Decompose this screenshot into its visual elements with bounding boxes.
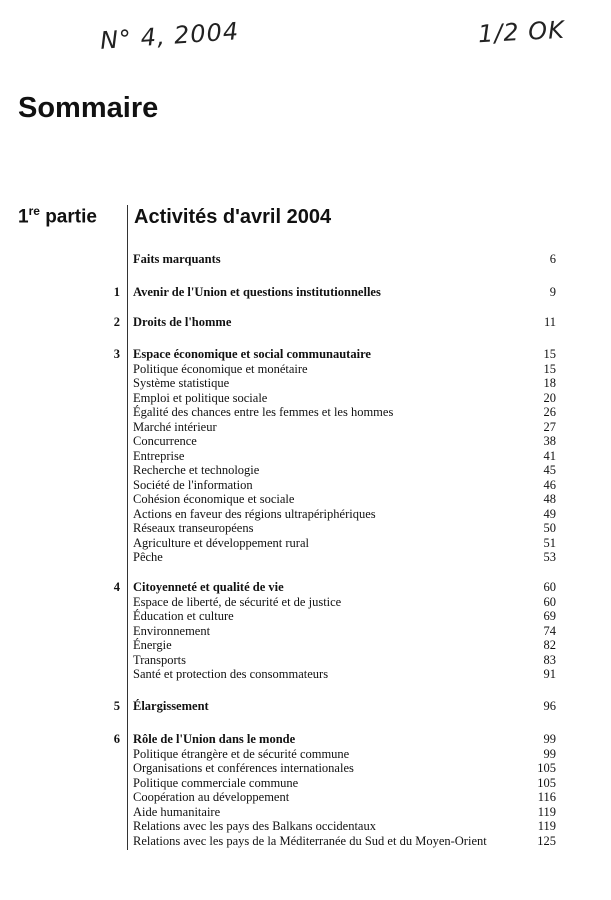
page-number: 6 [549,252,556,266]
page-number: 69 [543,609,556,623]
section-number: 4 [113,580,120,594]
section-heading-row[interactable] [0,347,611,362]
entry-label: Organisations et conférences internationales [133,761,354,775]
page-number: 83 [543,652,556,667]
entry-label: Relations avec les pays de la Méditerranée du Sud et du Moyen-Orient [133,833,487,848]
entry-label: Énergie [133,638,172,652]
entry-label: Concurrence [133,434,197,448]
page-number: 26 [543,405,556,419]
entry-label: Politique commerciale commune [133,775,299,790]
entry-label: Politique étrangère et de sécurité commune [133,746,350,761]
section-number: 6 [113,732,120,746]
entry-label: Transports [133,652,187,667]
section-heading: Espace économique et social communautaire [133,347,371,361]
section-number: 1 [113,285,120,299]
toc-entry[interactable] [0,638,611,653]
page-number: 45 [543,463,556,477]
toc-entry[interactable] [0,776,611,791]
section-heading-row[interactable] [0,580,611,595]
entry-label: Marché intérieur [133,419,217,434]
toc-entry[interactable] [0,790,611,805]
page-number: 50 [543,521,556,535]
page-number: 116 [537,790,556,804]
toc-section [0,252,611,267]
toc-entry[interactable] [0,463,611,478]
section-heading: Droits de l'homme [133,315,232,329]
section-heading: Avenir de l'Union et questions institutionnelles [133,285,381,299]
entry-label: Espace de liberté, de sécurité et de justice [133,594,342,609]
section-number: 3 [113,347,120,361]
page-number: 11 [543,315,556,329]
toc-entry[interactable] [0,747,611,762]
section-heading-row[interactable] [0,252,611,267]
page-number: 105 [537,761,556,775]
toc-section [0,315,611,330]
entry-label: Réseaux transeuropéens [133,521,254,535]
page-number: 41 [543,448,556,463]
page-number: 15 [543,347,556,361]
toc-section [0,580,611,682]
entry-label: Société de l'information [133,477,253,492]
entry-label: Relations avec les pays des Balkans occidentaux [133,819,376,833]
entry-label: Système statistique [133,376,230,390]
section-number: 5 [113,699,120,713]
toc-entry[interactable] [0,609,611,624]
page-number: 18 [543,376,556,390]
section-number: 2 [113,315,120,329]
part-label-number: 1 [18,206,29,228]
entry-label: Entreprise [133,448,185,463]
entry-label: Aide humanitaire [133,804,221,819]
page-number: 119 [537,804,556,819]
toc-section [0,732,611,848]
page-number: 82 [543,638,556,652]
entry-label: Recherche et technologie [133,463,260,477]
part-title: Activités d'avril 2004 [134,206,332,228]
toc-entry[interactable] [0,420,611,435]
page-number: 27 [543,419,556,434]
entry-label: Politique économique et monétaire [133,361,308,376]
page-number: 99 [543,732,556,746]
toc-entry[interactable] [0,391,611,406]
toc-section [0,347,611,565]
toc-entry[interactable] [0,653,611,668]
toc-entry[interactable] [0,834,611,849]
page-number: 15 [543,361,556,376]
toc-entry[interactable] [0,478,611,493]
section-heading: Faits marquants [133,252,221,266]
toc-entry[interactable] [0,761,611,776]
page-number: 9 [549,285,556,299]
entry-label: Coopération au développement [133,790,290,804]
toc-entry[interactable] [0,624,611,639]
toc-entry[interactable] [0,550,611,565]
toc-section [0,699,611,714]
page-number: 96 [543,699,556,713]
page-number: 60 [543,594,556,609]
entry-label: Agriculture et développement rural [133,535,309,550]
part-label [18,204,97,228]
page-number: 38 [543,434,556,448]
page-number: 105 [537,775,556,790]
toc-entry[interactable] [0,805,611,820]
handwritten-check-note: 1/2 OK [477,15,566,49]
section-heading: Élargissement [133,699,209,713]
section-heading-row[interactable] [0,699,611,714]
toc-entry[interactable] [0,595,611,610]
section-heading: Citoyenneté et qualité de vie [133,580,284,594]
toc-entry[interactable] [0,376,611,391]
toc-entry[interactable] [0,449,611,464]
page-number: 60 [543,580,556,594]
entry-label: Actions en faveur des régions ultrapériphériques [133,506,376,521]
page-number: 74 [543,623,556,638]
toc-entry[interactable] [0,521,611,536]
part-label-word: partie [39,206,97,228]
toc-entry[interactable] [0,492,611,507]
page-number: 20 [543,390,556,405]
toc-entry[interactable] [0,434,611,449]
entry-label: Santé et protection des consommateurs [133,667,329,681]
toc-entry[interactable] [0,536,611,551]
page-number: 51 [543,535,556,550]
toc-entry[interactable] [0,362,611,377]
page-title: Sommaire [18,92,159,124]
section-heading-row[interactable] [0,285,611,300]
entry-label: Pêche [133,550,163,564]
entry-label: Emploi et politique sociale [133,390,268,405]
toc-entry[interactable] [0,667,611,682]
page-number: 48 [543,492,556,506]
page-number: 49 [543,506,556,521]
entry-label: Environnement [133,623,211,638]
page-number: 119 [537,819,556,833]
toc-entry[interactable] [0,819,611,834]
part-label-ordinal: re [28,204,40,218]
section-heading-row[interactable] [0,732,611,747]
toc-section [0,285,611,300]
entry-label: Cohésion économique et sociale [133,492,295,506]
page-number: 91 [543,667,556,681]
page-number: 46 [543,477,556,492]
section-heading-row[interactable] [0,315,611,330]
entry-label: Égalité des chances entre les femmes et les hommes [133,405,394,419]
page-number: 99 [543,746,556,761]
handwritten-issue-number: N° 4, 2004 [99,17,240,55]
page-number: 125 [537,833,556,848]
section-heading: Rôle de l'Union dans le monde [133,732,296,746]
entry-label: Éducation et culture [133,609,234,623]
toc-entry[interactable] [0,405,611,420]
toc-entry[interactable] [0,507,611,522]
page-number: 53 [543,550,556,564]
